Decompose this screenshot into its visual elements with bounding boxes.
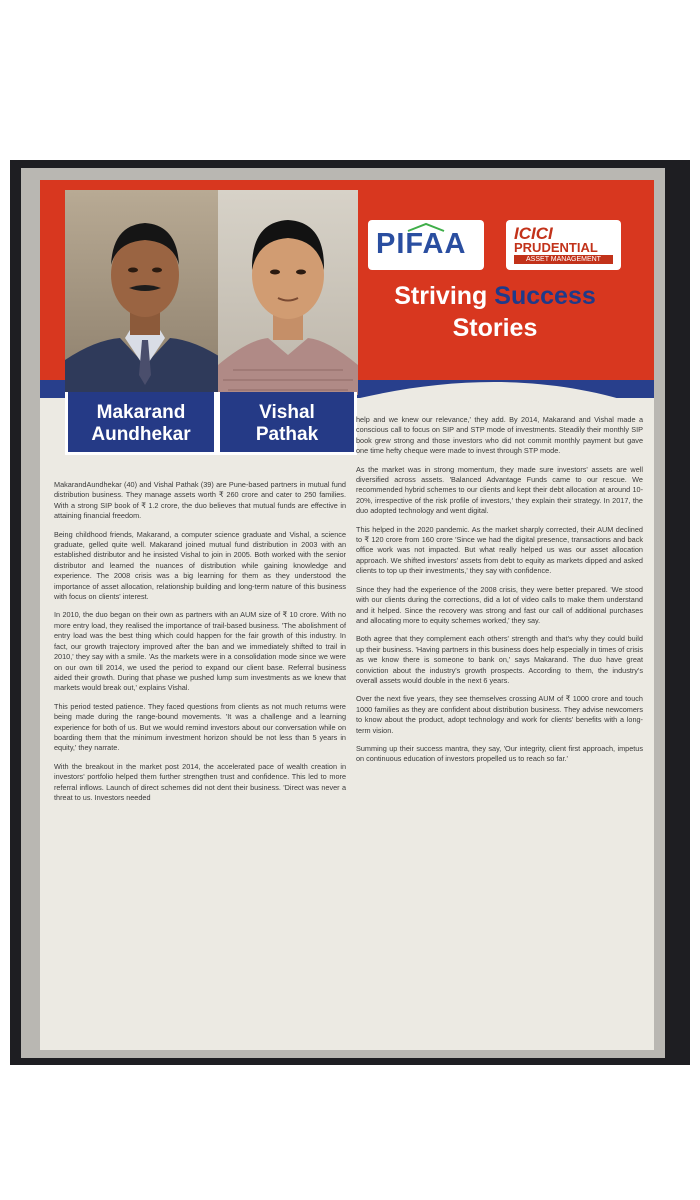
paragraph: Both agree that they complement each others' strength and that's why they could build up their business. 'Having partners in this business does help especially in times of crisis as we know there is someone to bank on,' says Makarand. The duo have great conviction about the industry's growth prospects. According to them, the industry's overall assets would double in the next 6 years. [356, 634, 643, 685]
icici-prudential-logo: ICICI PRUDENTIAL ASSET MANAGEMENT [506, 220, 621, 270]
paragraph: As the market was in strong momentum, they made sure investors' assets are well diversified across assets. 'Balanced Advantage Funds came to our rescue. We recommended hybrid schemes to our clients and kept their debt allocation at around 10-20%, irrespective of the risk profile of investors,' they explain their strategy. In 2017, the duo adopted technology and went digital. [356, 464, 643, 516]
paragraph: Summing up their success mantra, they say, 'Our integrity, client first approach, impetus on continuous education of investors propelled us to reach so far.' [356, 743, 643, 764]
name-card-vishal [217, 392, 357, 455]
article-column-left [54, 480, 346, 811]
first-name: Makarand [96, 402, 186, 423]
headline: Striving Success Stories [394, 282, 596, 342]
first-name: Vishal [259, 402, 315, 423]
pifaa-logo: PIFAA [368, 220, 484, 270]
paragraph: This helped in the 2020 pandemic. As the market sharply corrected, their AUM declined to ₹ 120 crore from 160 crore 'Since we had the digital presence, transactions and back office work was not impacted. But what really helped us was our asset allocation approach. We shifted investors' assets from debt to equity as markets dipped and asked clients to top up their investments,' they say with confidence. [356, 524, 643, 576]
article-column-right [356, 415, 643, 773]
paragraph: Over the next five years, they see themselves crossing AUM of ₹ 1000 crore and touch 1000 families as they are confident about distribution business. They advise newcomers to know about the product, adopt technology and work for clients' benefits with a long-term vision. [356, 694, 643, 735]
last-name: Pathak [255, 424, 319, 445]
last-name: Aundhekar [91, 424, 191, 445]
paragraph: With the breakout in the market post 2014, the accelerated pace of wealth creation in investors' portfolio helped them further strengthen trust and confidence. This led to more referral inflows. Launch of direct schemes did not dent their business. 'Direct was never a threat to us. Investors needed [54, 761, 346, 802]
portrait-vishal [218, 190, 358, 395]
paragraph: help and we knew our relevance,' they add. By 2014, Makarand and Vishal made a conscious call to focus on SIP and STP mode of investments. Steadily their monthly SIP book grew strong and those investors who did not commit monthly payment but gave one time hefty cheque were made to invest through STP mode. [356, 415, 643, 456]
poster [40, 180, 654, 1050]
portrait-makarand [65, 190, 225, 395]
paragraph: Since they had the experience of the 2008 crisis, they were better prepared. 'We stood with our clients during the corrections, did a lot of video calls to make them understand and it helped. Since the recovery was strong and fast our call of additional purchases and allocating more to equity schemes worked,' they say. [356, 584, 643, 625]
paragraph: This period tested patience. They faced questions from clients as not much returns were being made during the range-bound movements. 'It was a challenge and a learning experience for both of us. But we would remind investors about our conversation while on boarding them that the minimum investment horizon should be not less than 5 years in equity,' they narrate. [54, 701, 346, 753]
name-card-makarand [65, 392, 217, 455]
paragraph: Being childhood friends, Makarand, a computer science graduate and Vishal, a science graduate, gelled quite well. Makarand joined mutual fund distribution in 2003 with an established distributor and he insisted Vishal to join in 2005. Both worked with the senior distributor and learned the nuances of distribution while gaining knowledge and experience. The 2008 crisis was a big learning for them as they understood the importance of asset allocation, relationship building and long-term nature of this business with focus on clients' interest. [54, 529, 346, 602]
paragraph: In 2010, the duo began on their own as partners with an AUM size of ₹ 10 crore. With no more entry load, they realised the importance of trail-based business. 'The abolishment of entry load was the best thing which could happen for the fair growth of this industry. In fact, our growth trajectory improved after the ban and we immediately shifted to trail in 2010,' they say with a smile. 'As the markets were in a consolidation mode since we were on our own till 2014, we used the period to expand our client base. Referral business aided their growth. During that phase we pushed lump sum investments as we knew that markets would break out,' explains Vishal. [54, 610, 346, 693]
paragraph: MakarandAundhekar (40) and Vishal Pathak (39) are Pune-based partners in mutual fund distribution business. They manage assets worth ₹ 260 crore and cater to 250 families. With a strong SIP book of ₹ 1.2 crore, the duo believes that mutual funds are effective in attaining financial freedom. [54, 480, 346, 521]
